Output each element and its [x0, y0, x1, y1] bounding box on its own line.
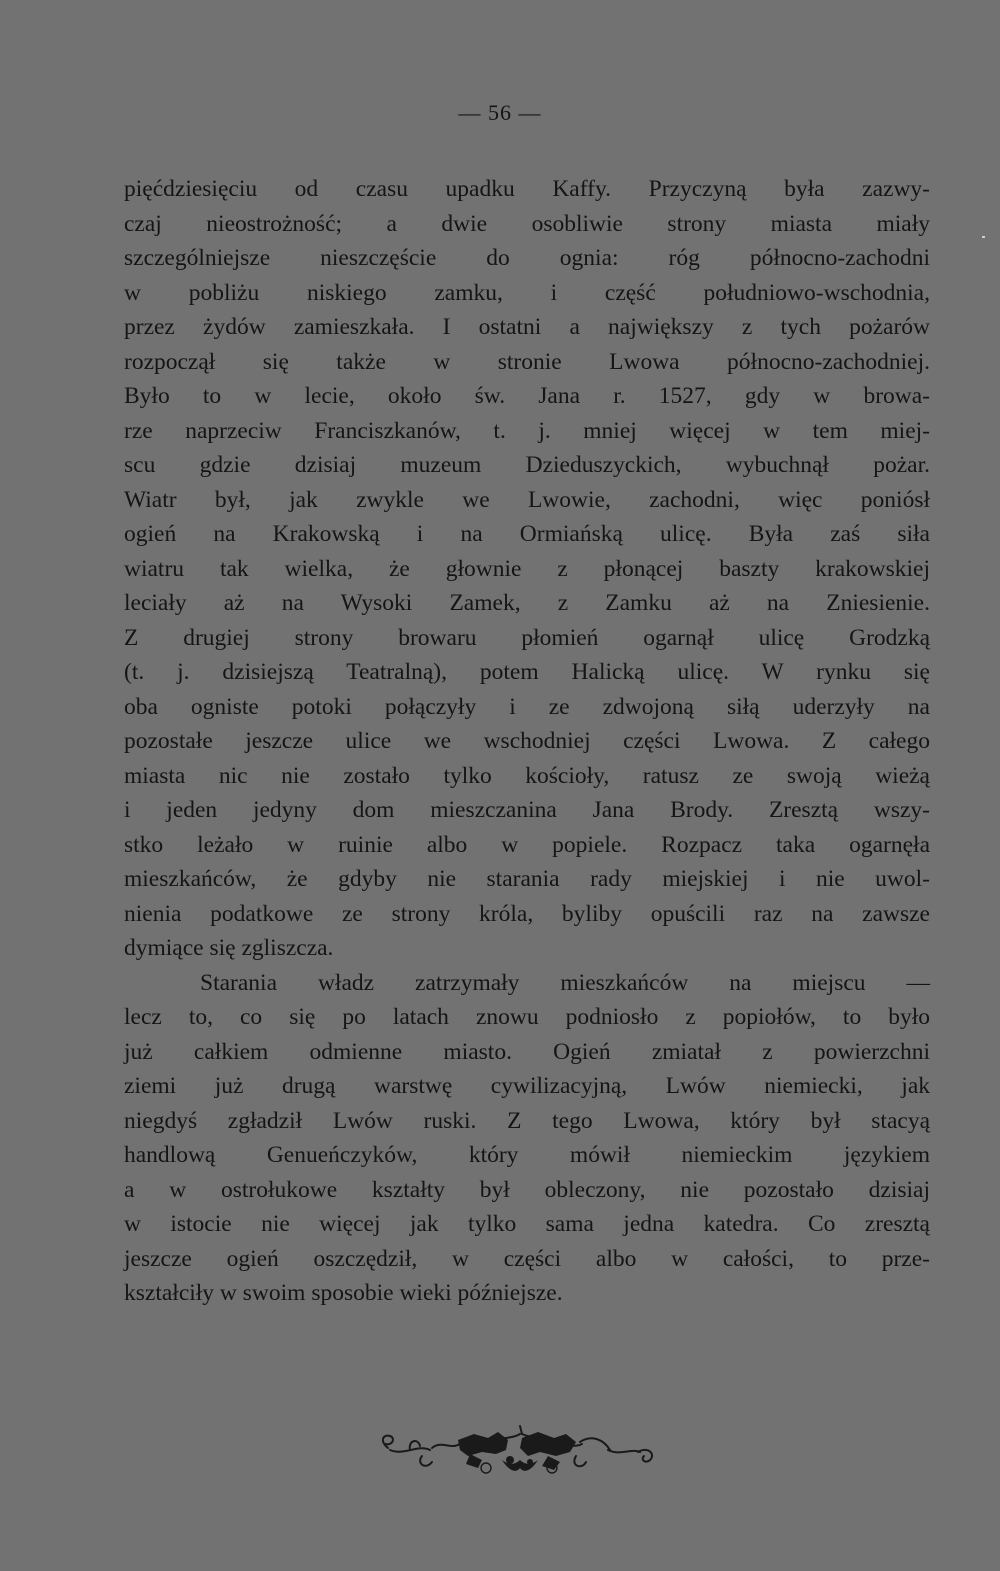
floral-vignette-ornament-icon: [370, 1420, 670, 1480]
text-line: i jeden jedyny dom mieszczanina Jana Brody. Zresztą wszy-: [124, 797, 930, 823]
text-line: rozpoczął się także w stronie Lwowa północno-zachodniej.: [124, 348, 930, 375]
text-line: a w ostrołukowe kształty był obleczony, nie pozostało dzisiaj: [124, 1176, 930, 1203]
text-line: niegdyś zgładził Lwów ruski. Z tego Lwowa, który był stacyą: [124, 1107, 930, 1134]
text-line: pozostałe jeszcze ulice we wschodniej części Lwowa. Z całego: [124, 728, 930, 754]
text-line: miasta nic nie zostało tylko kościoły, ratusz ze swoją wieżą: [124, 762, 930, 789]
text-line: ziemi już drugą warstwę cywilizacyjną, Lwów niemiecki, jak: [124, 1073, 930, 1099]
text-line: Starania władz zatrzymały mieszkańców na miejscu —: [200, 969, 930, 996]
text-line: w pobliżu niskiego zamku, i część południowo-wschodnia,: [124, 279, 930, 306]
text-line: już całkiem odmienne miasto. Ogień zmiatał z powierzchni: [124, 1038, 930, 1065]
text-line: mieszkańców, że gdyby nie starania rady miejskiej i nie uwol-: [124, 866, 930, 892]
text-line: kształciły w swoim sposobie wieki późniejsze.: [124, 1280, 563, 1306]
text-line: Wiatr był, jak zwykle we Lwowie, zachodni, więc poniósł: [124, 486, 930, 513]
text-line: lecz to, co się po latach znowu podniosło z popiołów, to było: [124, 1004, 930, 1030]
text-line: scu gdzie dzisiaj muzeum Dzieduszyckich, wybuchnął pożar.: [124, 452, 930, 478]
text-line: rze naprzeciw Franciszkanów, t. j. mniej więcej w tem miej-: [124, 417, 930, 444]
text-line: nienia podatkowe ze strony króla, byliby opuścili raz na zawsze: [124, 900, 930, 927]
text-line: czaj nieostrożność; a dwie osobliwie strony miasta miały: [124, 210, 930, 237]
text-line: stko leżało w ruinie albo w popiele. Rozpacz taka ogarnęła: [124, 831, 930, 858]
paper-speck: [982, 236, 985, 238]
text-line: leciały aż na Wysoki Zamek, z Zamku aż na Zniesienie.: [124, 590, 930, 616]
text-line: wiatru tak wielka, że głownie z płonącej baszty krakowskiej: [124, 555, 930, 582]
text-line: pięćdziesięciu od czasu upadku Kaffy. Przyczyną była zazwy-: [124, 176, 930, 202]
paragraph-1: [124, 172, 930, 966]
paragraph-2: [124, 966, 930, 1311]
text-line: Z drugiej strony browaru płomień ogarnął ulicę Grodzką: [124, 624, 930, 651]
text-line: szczególniejsze nieszczęście do ognia: róg północno-zachodni: [124, 245, 930, 271]
text-line: ogień na Krakowską i na Ormiańską ulicę. Była zaś siła: [124, 521, 930, 547]
text-line: przez żydów zamieszkała. I ostatni a największy z tych pożarów: [124, 314, 930, 340]
text-line: Było to w lecie, około św. Jana r. 1527, gdy w browa-: [124, 383, 930, 409]
text-line: jeszcze ogień oszczędził, w części albo w całości, to prze-: [124, 1245, 930, 1272]
page-number: — 56 —: [458, 100, 542, 125]
text-line: w istocie nie więcej jak tylko sama jedna katedra. Co zresztą: [124, 1211, 930, 1237]
text-line: oba ogniste potoki połączyły i ze zdwojoną siłą uderzyły na: [124, 693, 930, 720]
body-text: [124, 172, 930, 1311]
text-line: dymiące się zgliszcza.: [124, 935, 334, 961]
text-line: handlową Genueńczyków, który mówił niemieckim językiem: [124, 1142, 930, 1168]
text-line: (t. j. dzisiejszą Teatralną), potem Halicką ulicę. W rynku się: [124, 659, 930, 685]
